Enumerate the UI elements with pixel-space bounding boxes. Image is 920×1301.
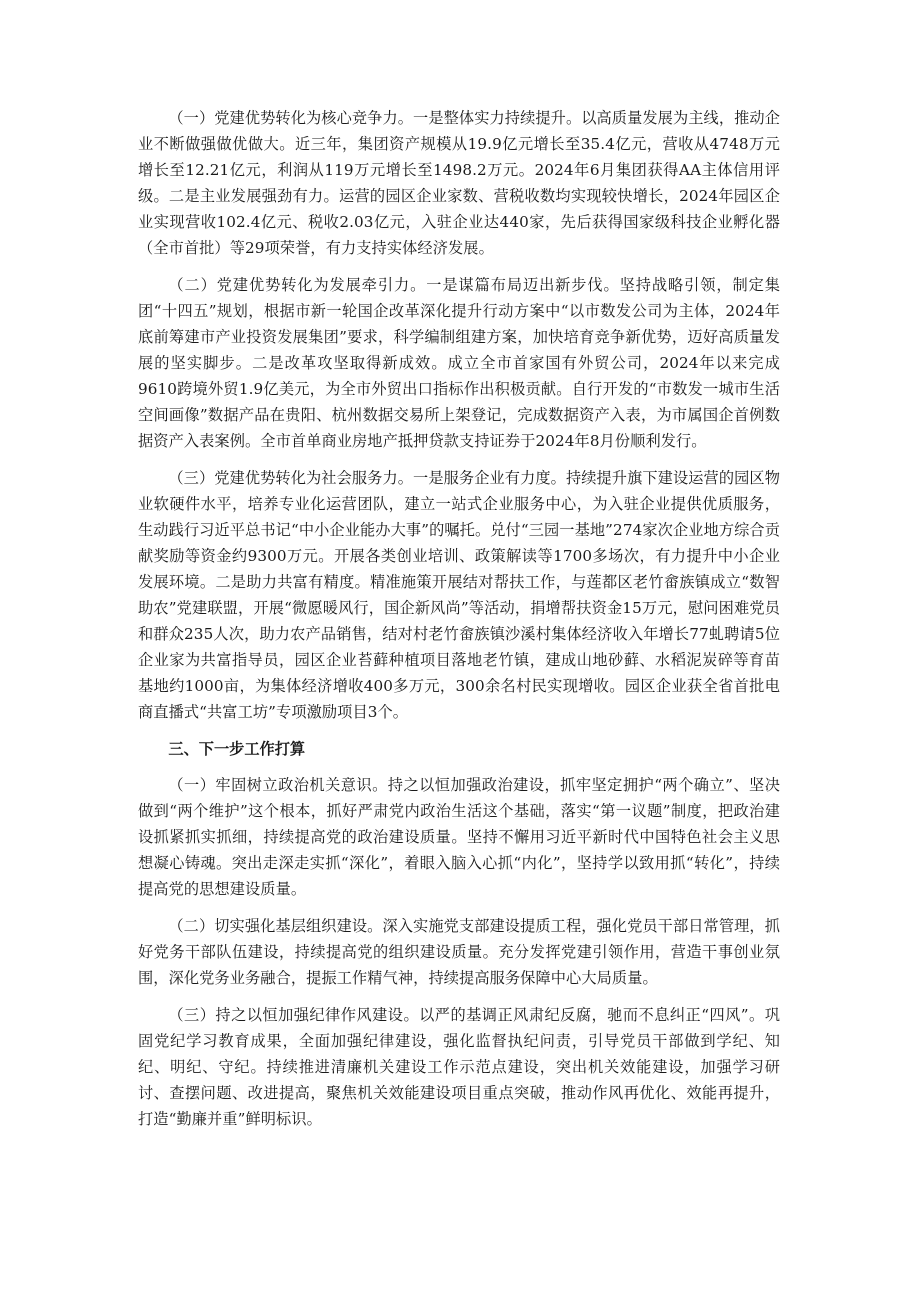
section-heading-next-steps: 三、下一步工作打算 (168, 740, 306, 758)
document-page (138, 105, 780, 1143)
paragraph-political-awareness: （一）牢固树立政治机关意识。持之以恒加强政治建设，抓牢坚定拥护“两个确立”、坚决做到“两个维护”这个根本，抓好严肃党内政治生活这个基础，落实“第一议题”制度，把政治建设抓紧抓实抓细，持续提高党的政治建设质量。坚持不懈用习近平新时代中国特色社会主义思想凝心铸魂。突出走深走实抓“深化”，着眼入脑入心抓“内化”，坚持学以致用抓“转化”，持续提高党的思想建设质量。 (138, 776, 780, 898)
paragraph-social-service: （三）党建优势转化为社会服务力。一是服务企业有力度。持续提升旗下建设运营的园区物业软硬件水平，培养专业化运营团队，建立一站式企业服务中心，为入驻企业提供优质服务，生动践行习近平总书记“中小企业能办大事”的嘱托。兑付“三园一基地”274家次企业地方综合贡献奖励等资金约9300万元。开展各类创业培训、政策解读等1700多场次，有力提升中小企业发展环境。二是助力共富有精度。精准施策开展结对帮扶工作，与莲都区老竹畲族镇成立“数智助农”党建联盟，开展“微愿暖风行，国企新风尚”等活动，捐增帮扶资金15万元，慰问困难党员和群众235人次，助力农产品销售，结对村老竹畲族镇沙溪村集体经济收入年增长77虬聘请5位企业家为共富指导员，园区企业苔藓种植项目落地老竹镇，建成山地砂藓、水稻泥炭碎等育苗基地约1000亩，为集体经济增收400多万元，300余名村民实现增收。园区企业获全省首批电商直播式“共富工坊”专项激励项目3个。 (138, 469, 780, 721)
paragraph-discipline-style: （三）持之以恒加强纪律作风建设。以严的基调正风肃纪反腐，驰而不息纠正“四风”。巩固党纪学习教育成果，全面加强纪律建设，强化监督执纪问责，引导党员干部做到学纪、知纪、明纪、守纪。持续推进清廉机关建设工作示范点建设，突出机关效能建设，加强学习研讨、查摆问题、改进提高，聚焦机关效能建设项目重点突破，推动作风再优化、效能再提升，打造“勤廉并重”鲜明标识。 (138, 1006, 780, 1128)
paragraph-core-competitiveness: （一）党建优势转化为核心竞争力。一是整体实力持续提升。以高质量发展为主线，推动企业不断做强做优做大。近三年，集团资产规模从19.9亿元增长至35.4亿元，营收从4748万元增长至12.21亿元，利润从119万元增长至1498.2万元。2024年6月集团获得AA主体信用评级。二是主业发展强劲有力。运营的园区企业家数、营税收数均实现较快增长，2024年园区企业实现营收102.4亿元、税收2.03亿元，入驻企业达440家，先后获得国家级科技企业孵化器（全市首批）等29项荣誉，有力支持实体经济发展。 (138, 109, 780, 257)
paragraph-development-traction: （二）党建优势转化为发展牵引力。一是谋篇布局迈出新步伐。坚持战略引领，制定集团“十四五”规划，根据市新一轮国企改革深化提升行动方案中“以市数发公司为主体，2024年底前筹建市产业投资发展集团”要求，科学编制组建方案，加快培育竞争新优势，迈好高质量发展的坚实脚步。二是改革攻坚取得新成效。成立全市首家国有外贸公司，2024年以来完成9610跨境外贸1.9亿美元，为全市外贸出口指标作出积极贡献。自行开发的“市数发一城市生活空间画像”数据产品在贵阳、杭州数据交易所上架登记，完成数据资产入表，为市属国企首例数据资产入表案例。全市首单商业房地产抵押贷款支持证券于2024年8月份顺利发行。 (138, 276, 780, 450)
paragraph-grassroots-organization: （二）切实强化基层组织建设。深入实施党支部建设提质工程，强化党员干部日常管理，抓好党务干部队伍建设，持续提高党的组织建设质量。充分发挥党建引领作用，营造干事创业氛围，深化党务业务融合，提振工作精气神，持续提高服务保障中心大局质量。 (138, 917, 780, 987)
